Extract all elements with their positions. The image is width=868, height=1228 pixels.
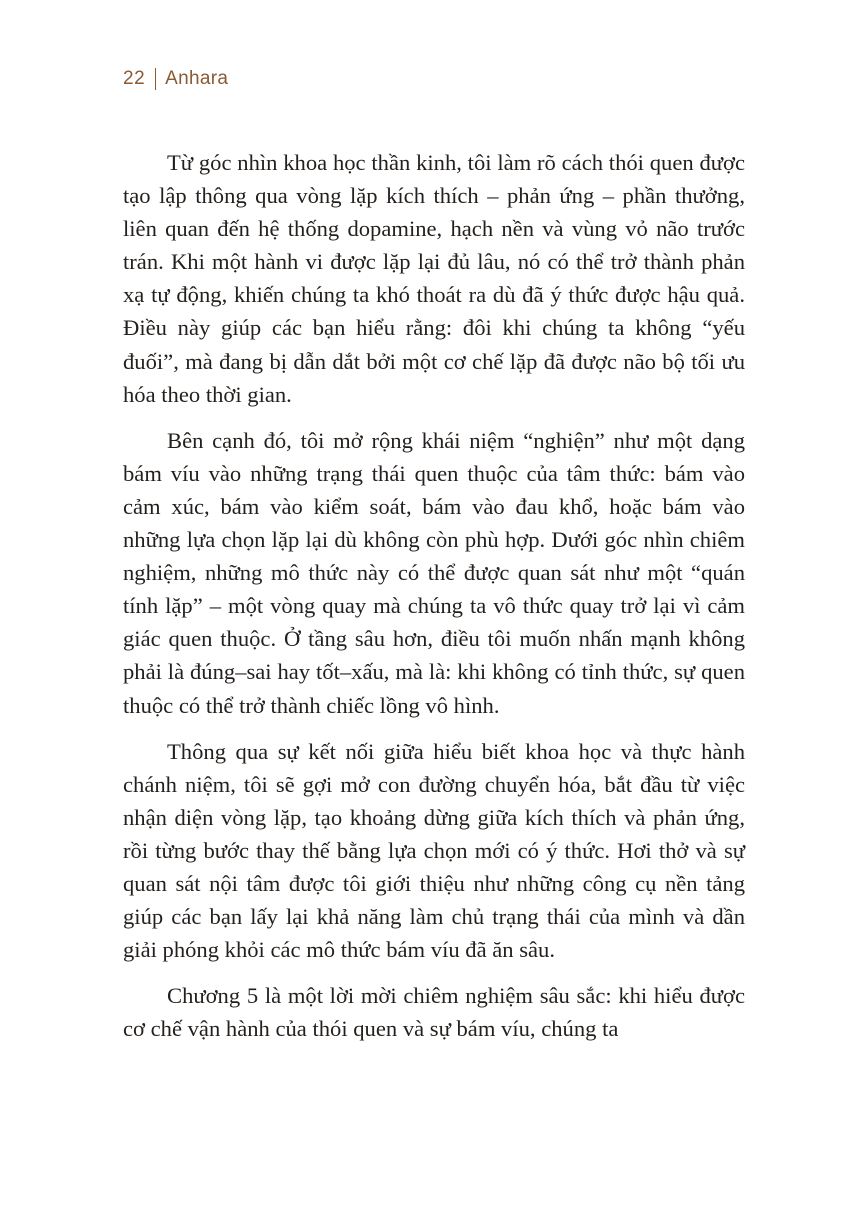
body-text <box>123 146 745 1058</box>
running-header <box>123 66 228 92</box>
book-title: Anhara <box>165 68 229 89</box>
paragraph: Bên cạnh đó, tôi mở rộng khái niệm “nghiện” như một dạng bám víu vào những trạng thái quen thuộc của tâm thức: bám vào cảm xúc, bám vào kiểm soát, bám vào đau khổ, hoặc bám vào những lựa chọn lặp lại dù không còn phù hợp. Dưới góc nhìn chiêm nghiệm, những mô thức này có thể được quan sát như một “quán tính lặp” – một vòng quay mà chúng ta vô thức quay trở lại vì cảm giác quen thuộc. Ở tầng sâu hơn, điều tôi muốn nhấn mạnh không phải là đúng–sai hay tốt–xấu, mà là: khi không có tỉnh thức, sự quen thuộc có thể trở thành chiếc lồng vô hình. <box>123 427 745 718</box>
page-number: 22 <box>123 68 146 89</box>
paragraph: Từ góc nhìn khoa học thần kinh, tôi làm rõ cách thói quen được tạo lập thông qua vòng lặp kích thích – phản ứng – phần thưởng, liên quan đến hệ thống dopamine, hạch nền và vùng vỏ não trước trán. Khi một hành vi được lặp lại đủ lâu, nó có thể trở thành phản xạ tự động, khiến chúng ta khó thoát ra dù đã ý thức được hậu quả. Điều này giúp các bạn hiểu rằng: đôi khi chúng ta không “yếu đuối”, mà đang bị dẫn dắt bởi một cơ chế lặp đã được não bộ tối ưu hóa theo thời gian. <box>123 150 745 407</box>
paragraph: Chương 5 là một lời mời chiêm nghiệm sâu sắc: khi hiểu được cơ chế vận hành của thói quen và sự bám víu, chúng ta <box>123 983 745 1042</box>
paragraph: Thông qua sự kết nối giữa hiểu biết khoa học và thực hành chánh niệm, tôi sẽ gợi mở con đường chuyển hóa, bắt đầu từ việc nhận diện vòng lặp, tạo khoảng dừng giữa kích thích và phản ứng, rồi từng bước thay thế bằng lựa chọn mới có ý thức. Hơi thở và sự quan sát nội tâm được tôi giới thiệu như những công cụ nền tảng giúp các bạn lấy lại khả năng làm chủ trạng thái của mình và dần giải phóng khỏi các mô thức bám víu đã ăn sâu. <box>123 738 745 963</box>
header-divider <box>155 68 156 90</box>
